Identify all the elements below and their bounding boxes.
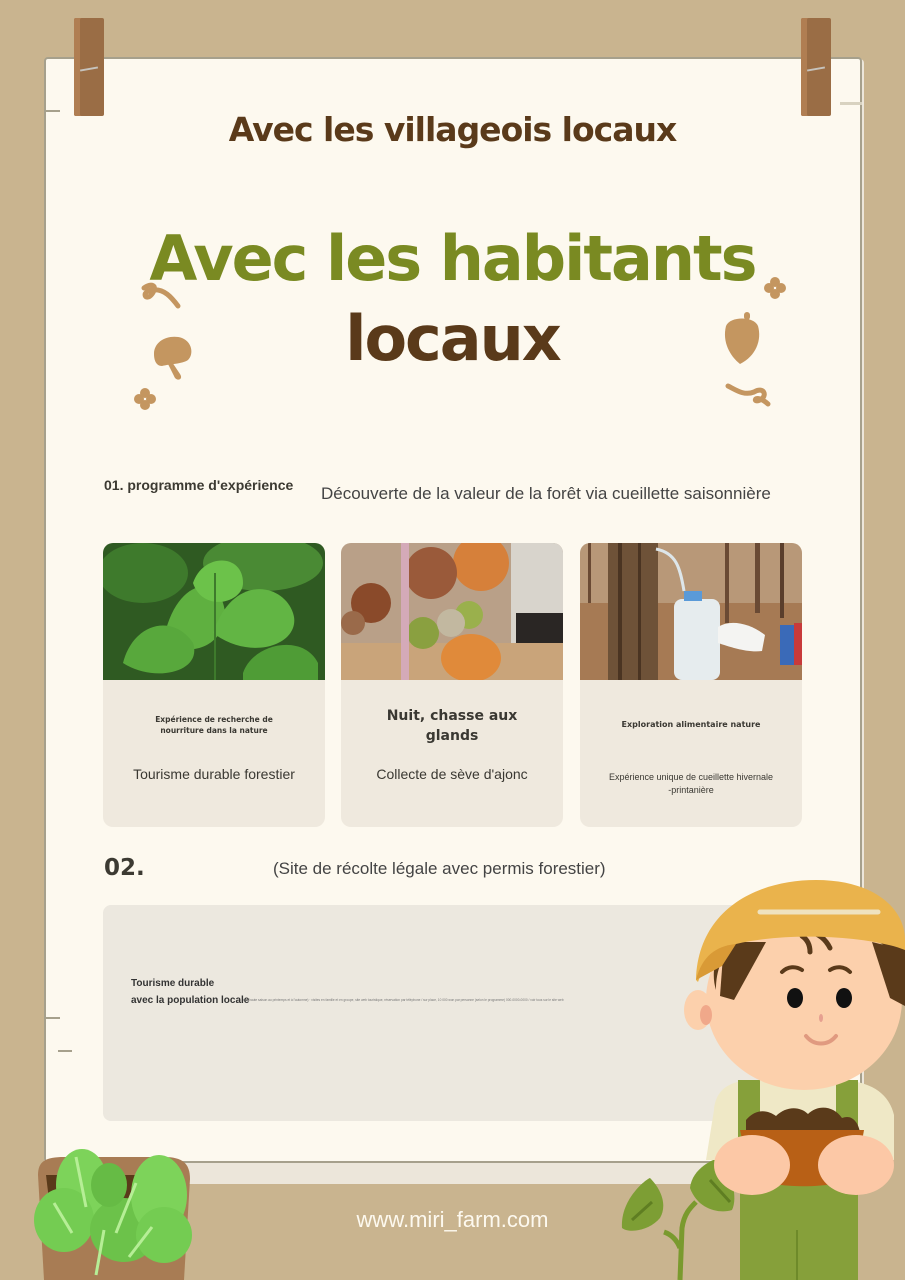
paper-edge-mark [840,102,862,105]
info-box-title-line2: avec la population locale [131,995,250,1006]
section1-label: 01. programme d'expérience [104,477,294,493]
main-title-line1: Avec les habitants [149,222,756,295]
program-card-3[interactable] [580,543,802,827]
acorns-jar-photo [341,543,563,680]
wild-greens-photo [103,543,325,680]
section1-description: Découverte de la valeur de la forêt via cueillette saisonnière [321,484,771,503]
info-box-fine-print: ex. (haute saison au printemps et à l'automne) · visites en famille et en groupe, site web touristique, réservation par téléphone / sur place, 10 000 won par personne (selon le programme) 000-0000-0000 / voir tous sur le site web [243,998,564,1002]
main-title-line2: locaux [345,302,560,375]
card-title: Nuit, chasse aux glands [386,708,518,744]
section2-label: 02. [104,855,145,881]
acorn-icon [720,312,764,368]
program-card-2[interactable] [341,543,563,827]
card-text: Collecte de sève d'ajonc [376,766,528,782]
paper-edge-mark [44,1017,60,1019]
program-card-1[interactable] [103,543,325,827]
squiggle-icon [724,378,772,410]
footer-website-link[interactable] [0,1207,905,1233]
card-text: Tourisme durable forestier [133,766,295,782]
card-text: Expérience unique de cueillette hivernale -printanière [608,772,774,795]
footer-url-text: www.miri_farm.com [356,1207,549,1232]
paper-edge-mark [58,1050,72,1052]
flower-icon [132,386,158,412]
flower-icon [762,275,788,301]
sap-collection-photo [580,543,802,680]
card-title: Exploration alimentaire nature [621,720,761,729]
clothespin-left [74,18,104,116]
card-title: Expérience de recherche de nourriture dans la nature [155,715,273,735]
mushroom-icon [150,334,196,382]
squiggle-icon [138,280,184,312]
info-box-title-line1: Tourisme durable [131,978,215,989]
section2-description: (Site de récolte légale avec permis forestier) [273,859,606,878]
subtitle: Avec les villageois locaux [228,110,677,149]
clothespin-right [801,18,831,116]
